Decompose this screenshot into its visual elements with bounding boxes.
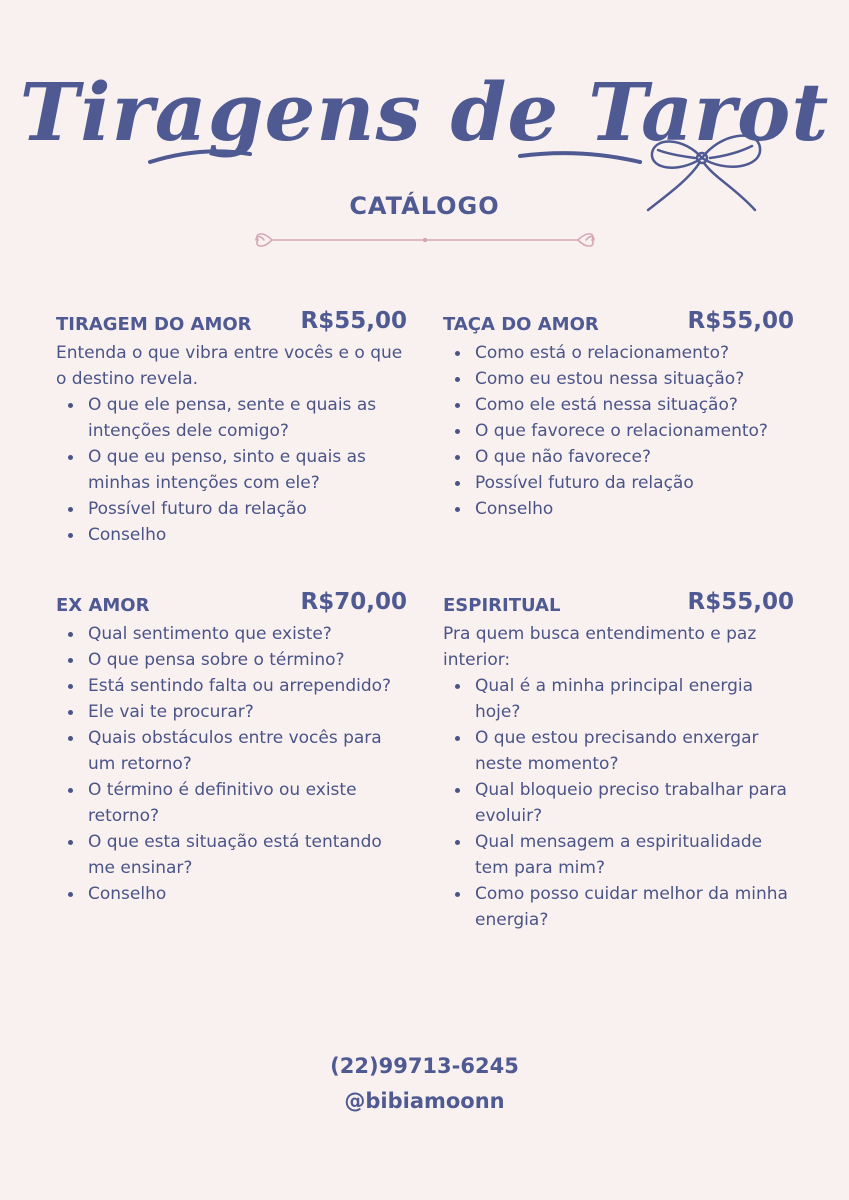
list-item: Quais obstáculos entre vocês para um retorno?	[88, 725, 407, 777]
section-price: R$55,00	[687, 308, 794, 334]
contact-phone: (22)99713-6245	[330, 1054, 519, 1078]
catalog-heading: CATÁLOGO	[349, 192, 500, 220]
list-item: Conselho	[88, 881, 407, 907]
contact-handle: @bibiamoonn	[344, 1089, 505, 1113]
list-item: Como ele está nessa situação?	[475, 392, 794, 418]
section-title: ESPIRITUAL	[443, 595, 561, 616]
list-item: O que eu penso, sinto e quais as minhas intenções com ele?	[88, 444, 407, 496]
section-description: Entenda o que vibra entre vocês e o que o destino revela.	[56, 343, 403, 389]
section-title: TIRAGEM DO AMOR	[56, 314, 252, 335]
list-item: Qual bloqueio preciso trabalhar para evoluir?	[475, 777, 794, 829]
list-item: Como está o relacionamento?	[475, 340, 794, 366]
list-item: O que não favorece?	[475, 444, 794, 470]
list-item: O que ele pensa, sente e quais as intenções dele comigo?	[88, 392, 407, 444]
list-item: O término é definitivo ou existe retorno?	[88, 777, 407, 829]
list-item: Como posso cuidar melhor da minha energia?	[475, 881, 794, 933]
list-item: Possível futuro da relação	[475, 470, 794, 496]
section-taca-do-amor	[443, 308, 794, 522]
list-item: Qual é a minha principal energia hoje?	[475, 673, 794, 725]
list-item: Conselho	[475, 496, 794, 522]
list-item: Conselho	[88, 522, 407, 548]
question-list	[443, 340, 794, 522]
list-item: Qual sentimento que existe?	[88, 621, 407, 647]
list-item: Qual mensagem a espiritualidade tem para mim?	[475, 829, 794, 881]
ornament-divider-icon	[250, 226, 600, 254]
list-item: Possível futuro da relação	[88, 496, 407, 522]
list-item: O que esta situação está tentando me ensinar?	[88, 829, 407, 881]
section-title: TAÇA DO AMOR	[443, 314, 599, 335]
list-item: O que pensa sobre o término?	[88, 647, 407, 673]
section-price: R$70,00	[300, 589, 407, 615]
section-price: R$55,00	[687, 589, 794, 615]
question-list	[443, 673, 794, 933]
list-item: Ele vai te procurar?	[88, 699, 407, 725]
section-title: EX AMOR	[56, 595, 150, 616]
list-item: O que favorece o relacionamento?	[475, 418, 794, 444]
section-ex-amor	[56, 589, 407, 907]
question-list	[56, 392, 407, 548]
list-item: Como eu estou nessa situação?	[475, 366, 794, 392]
section-price: R$55,00	[300, 308, 407, 334]
section-tiragem-do-amor	[56, 308, 407, 548]
section-description: Pra quem busca entendimento e paz interior:	[443, 624, 757, 670]
section-espiritual	[443, 589, 794, 933]
page-title: Tiragens de Tarot	[19, 65, 830, 159]
question-list	[56, 621, 407, 907]
title-swash-icon	[140, 140, 700, 170]
list-item: O que estou precisando enxergar neste momento?	[475, 725, 794, 777]
list-item: Está sentindo falta ou arrependido?	[88, 673, 407, 699]
